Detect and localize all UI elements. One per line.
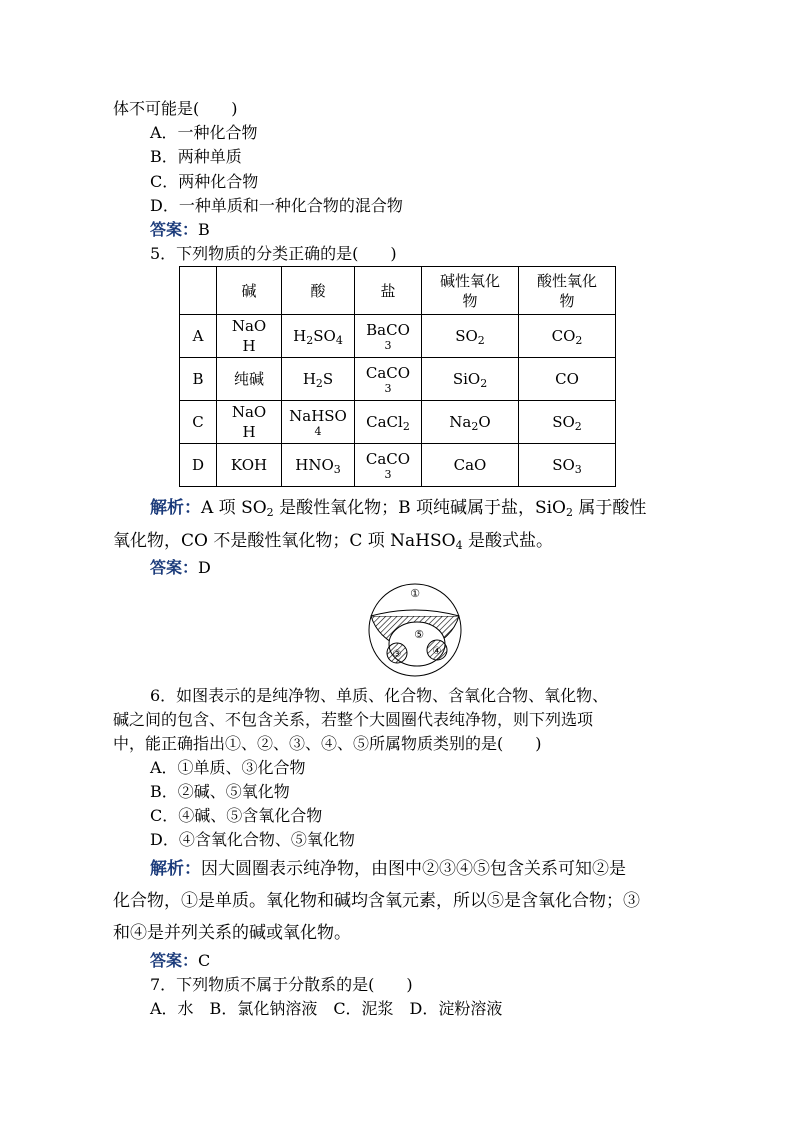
q4-answer [150, 220, 210, 240]
q7-stem: 7．下列物质不属于分散系的是( ) [150, 975, 413, 994]
table-cell: D [180, 444, 217, 487]
table-cell: A [180, 315, 217, 358]
q6-option-c: C．④碱、⑤含氧化合物 [150, 806, 323, 825]
header-cell: 酸 [282, 267, 355, 315]
q6-stem-line-3: 中，能正确指出①、②、③、④、⑤所属物质类别的是( ) [113, 734, 542, 753]
q6-option-b: B．②碱、⑤氧化物 [150, 782, 290, 801]
table-cell: NaO H [217, 401, 282, 444]
label-2: ② [381, 603, 391, 614]
q5-answer [150, 558, 211, 578]
q5-stem: 5．下列物质的分类正确的是( ) [150, 244, 397, 263]
q6-stem-line-1: 6．如图表示的是纯净物、单质、化合物、含氧化合物、氧化物、 [150, 686, 609, 705]
table-row [180, 315, 616, 358]
q6-analysis-line-2: 化合物，①是单质。氧化物和碱均含氧元素，所以⑤是含氧化合物；③ [113, 891, 640, 911]
analysis-label: 解析： [150, 859, 201, 879]
table-cell: 纯碱 [217, 358, 282, 401]
label-1: ① [410, 587, 420, 600]
q4-option-d: D．一种单质和一种化合物的混合物 [150, 196, 403, 215]
table-cell: $SO_3$ [519, 444, 616, 487]
label-4: ④ [432, 646, 442, 657]
analysis-text: 因大圆圈表示纯净物，由图中②③④⑤包含关系可知②是 [201, 859, 626, 879]
answer-value: B [198, 220, 210, 239]
header-cell: 碱 [217, 267, 282, 315]
table-cell: $SO_2$ [519, 401, 616, 444]
table-cell: BaCO 3 [355, 315, 422, 358]
table-row [180, 358, 616, 401]
table-cell: CO [519, 358, 616, 401]
q6-option-d: D．④含氧化合物、⑤氧化物 [150, 830, 355, 849]
q6-stem-line-2: 碱之间的包含、不包含关系，若整个大圆圈代表纯净物，则下列选项 [113, 710, 594, 729]
answer-label: 答案： [150, 220, 199, 239]
answer-label: 答案： [150, 558, 199, 577]
analysis-label: 解析： [150, 498, 201, 518]
q6-answer [150, 951, 210, 971]
table-cell: $SO_2$ [422, 315, 519, 358]
table-row [180, 444, 616, 487]
table-cell: NaO H [217, 315, 282, 358]
header-cell [180, 267, 217, 315]
table-cell: $HNO_3$ [282, 444, 355, 487]
classification-table [179, 266, 616, 487]
q4-option-c: C．两种化合物 [150, 172, 259, 191]
table-cell: $H_2SO_4$ [282, 315, 355, 358]
table-cell: KOH [217, 444, 282, 487]
table-cell: $H_2S$ [282, 358, 355, 401]
table-cell: CaCO 3 [355, 444, 422, 487]
table-cell: $CO_2$ [519, 315, 616, 358]
header-cell: 碱性氧化 物 [422, 267, 519, 315]
answer-value: D [198, 558, 211, 577]
table-cell: NaHSO 4 [282, 401, 355, 444]
q6-analysis-line-1 [150, 858, 626, 880]
table-cell: SiO$_2$ [422, 358, 519, 401]
q4-stem-tail: 体不可能是( ) [113, 99, 238, 118]
answer-value: C [198, 951, 211, 970]
table-cell: B [180, 358, 217, 401]
q6-analysis-line-3: 和④是并列关系的碱或氧化物。 [113, 923, 351, 943]
table-row [180, 401, 616, 444]
label-5: ⑤ [414, 628, 424, 641]
header-cell: 酸性氧化 物 [519, 267, 616, 315]
table-cell: CaCl$_2$ [355, 401, 422, 444]
q7-options: A．水 B．氯化钠溶液 C．泥浆 D．淀粉溶液 [150, 999, 503, 1018]
q5-analysis-line-1: 解析：A 项 $SO_2$ 是酸性氧化物；B 项纯碱属于盐，SiO$_2$ 属于酸性 [150, 498, 647, 519]
answer-label: 答案： [150, 951, 199, 970]
q4-option-a: A．一种化合物 [150, 123, 258, 142]
q4-option-b: B．两种单质 [150, 147, 242, 166]
q5-analysis-line-2: 氧化物，CO 不是酸性氧化物；C 项 NaHSO$_4$ 是酸式盐。 [113, 531, 553, 552]
table-cell: $Na_2O$ [422, 401, 519, 444]
table-cell: C [180, 401, 217, 444]
table-header-row [180, 267, 616, 315]
nested-circles-diagram [363, 582, 467, 678]
table-cell: CaCO 3 [355, 358, 422, 401]
q6-option-a: A．①单质、③化合物 [150, 758, 306, 777]
label-3: ③ [392, 649, 402, 660]
table-cell: CaO [422, 444, 519, 487]
header-cell: 盐 [355, 267, 422, 315]
